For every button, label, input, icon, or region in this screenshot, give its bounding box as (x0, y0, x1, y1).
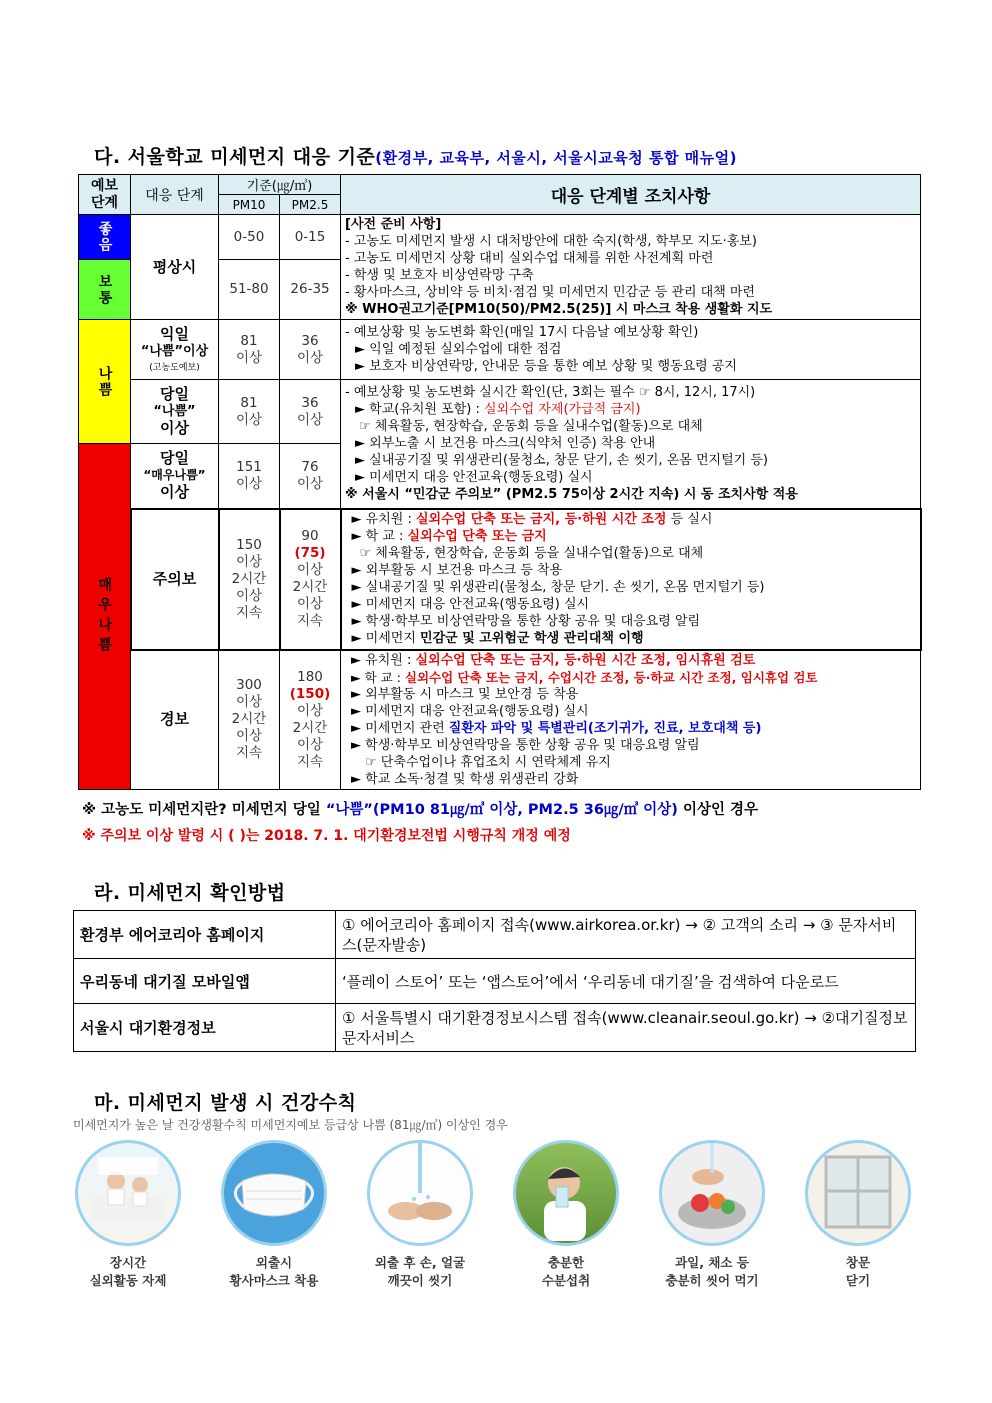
sameday-bad-pm10: 81 이상 (219, 380, 280, 444)
sameday-verybad-pm25: 76 이상 (280, 444, 341, 509)
actions-nextday: - 예보상황 및 농도변화 확인(매일 17시 다음날 예보상황 확인) ► 익일 예정된 실외수업에 대한 점검 ► 보호자 비상연락망, 안내문 등을 통한 예보 상황 및 행동요령 공지 (341, 320, 921, 380)
section-da-subtitle: (환경부, 교육부, 서울시, 서울시교육청 통합 매뉴얼) (375, 149, 737, 167)
normal-pm25: 26-35 (280, 260, 341, 320)
level-good: 좋음 (79, 215, 131, 260)
sameday-bad-pm25: 36 이상 (280, 380, 341, 444)
tip-item: 외출 후 손, 얼굴 깨끗이 씻기 (360, 1140, 480, 1290)
family-indoor-icon (75, 1140, 181, 1246)
check-method-desc: ① 서울특별시 대기환경정보시스템 접속(www.cleanair.seoul.go.kr) → ②대기질정보 문자서비스 (336, 1004, 916, 1052)
nextday-pm10: 81 이상 (219, 320, 280, 380)
warning-pm25: 180 (150) 이상 2시간 이상 지속 (280, 650, 341, 790)
actions-advisory: ► 유치원 : 실외수업 단축 또는 금지, 등·하원 시간 조정 등 실시 ► 학 교 : 실외수업 단축 또는 금지 ☞ 체육활동, 현장학습, 운동회 등을 실내수업(활동)으로 대체 ► 외부활동 시 보건용 마스크 등 착용 ► 실내공기질 및 위생관리(물청소, 창문 닫기. 손 씻기, 온몸 먼지털기 등) ► 미세먼지 대응 안전교육(행동요령) 실시 ► 학생·학부모 비상연락망을 통한 상황 공유 및 대응요령 알림 ► 미세먼지 민감군 및 고위험군 학생 관리대책 이행 (341, 509, 921, 650)
handwash-icon (367, 1140, 473, 1246)
stage-sameday-bad: 당일 “나쁨” 이상 (131, 380, 219, 444)
check-row (74, 1004, 916, 1052)
section-da-title-text: 다. 서울학교 미세먼지 대응 기준 (94, 146, 376, 168)
check-method-name: 서울시 대기환경정보 (74, 1004, 336, 1052)
tip-item: 장시간 실외활동 자제 (68, 1140, 188, 1290)
tip-item: 창문 닫기 (798, 1140, 918, 1290)
level-normal: 보통 (79, 260, 131, 320)
stage-advisory: 주의보 (131, 509, 219, 650)
washing-fruit-icon (659, 1140, 765, 1246)
stage-warning: 경보 (131, 650, 219, 790)
section-ma-title: 마. 미세먼지 발생 시 건강수칙 (94, 1092, 357, 1114)
actions-sameday: - 예보상황 및 농도변화 실시간 확인(단, 3회는 필수 ☞ 8시, 12시, 17시) ► 학교(유치원 포함) : 실외수업 자제(가급적 금지) ☞ 체육활동, 현장학습, 운동회 등을 실내수업(활동)으로 대체 ► 외부노출 시 보건용 마스크(식약처 인증) 착용 안내 ► 실내공기질 및 위생관리(물청소, 창문 닫기, 손 씻기, 온몸 먼지털기 등) ► 미세먼지 대응 안전교육(행동요령) 실시 ※ 서울시 “민감군 주의보” (PM2.5 75이상 2시간 지속) 시 동 조치사항 적용 (341, 380, 921, 509)
warning-pm10: 300 이상 2시간 이상 지속 (219, 650, 280, 790)
header-actions: 대응 단계별 조치사항 (341, 175, 921, 215)
header-response: 대응 단계 (131, 175, 219, 215)
header-forecast: 예보 단계 (79, 175, 131, 215)
check-method-desc: ① 에어코리아 홈페이지 접속(www.airkorea.or.kr) → ② 고객의 소리 → ③ 문자서비스(문자발송) (336, 911, 916, 959)
drinking-water-icon (513, 1140, 619, 1246)
header-pm10: PM10 (219, 195, 280, 215)
section-da-title (94, 142, 737, 169)
section-ma-subtitle: 미세먼지가 높은 날 건강생활수칙 미세먼지예보 등급상 나쁨 (81㎍/㎥) 이상인 경우 (73, 1118, 508, 1132)
check-row (74, 959, 916, 1004)
note-advisory-parentheses: ※ 주의보 이상 발령 시 ( )는 2018. 7. 1. 대기환경보전법 시행규칙 개정 예정 (82, 828, 571, 844)
advisory-pm10: 150 이상 2시간 이상 지속 (219, 509, 280, 650)
level-bad: 나쁨 (79, 320, 131, 444)
good-pm25: 0-15 (280, 215, 341, 260)
actions-warning: ► 유치원 : 실외수업 단축 또는 금지, 등·하원 시간 조정, 임시휴원 검토 ► 학 교 : 실외수업 단축 또는 금지, 수업시간 조정, 등·하교 시간 조정, 임시휴업 검토 ► 외부활동 시 마스크 및 보안경 등 착용 ► 미세먼지 대응 안전교육(행동요령) 실시 ► 미세먼지 관련 질환자 파악 및 특별관리(조기귀가, 진료, 보호대책 등) ► 학생·학부모 비상연락망을 통한 상황 공유 및 대응요령 알림 ☞ 단축수업이나 휴업조치 시 연락체계 유지 ► 학교 소독·청결 및 학생 위생관리 강화 (341, 650, 921, 790)
normal-pm10: 51-80 (219, 260, 280, 320)
header-pm25: PM2.5 (280, 195, 341, 215)
good-pm10: 0-50 (219, 215, 280, 260)
note-high-concentration: ※ 고농도 미세먼지란? 미세먼지 당일 “나쁨”(PM10 81㎍/㎥ 이상, PM2.5 36㎍/㎥ 이상) 이상인 경우 (82, 802, 759, 818)
response-standards-table (78, 174, 922, 790)
stage-normal-time: 평상시 (131, 215, 219, 320)
tip-item: 충분한 수분섭취 (506, 1140, 626, 1290)
check-method-name: 우리동네 대기질 모바일앱 (74, 959, 336, 1004)
level-very-bad: 매우나쁨 (79, 444, 131, 790)
tip-item: 외출시 황사마스크 착용 (214, 1140, 334, 1290)
check-method-name: 환경부 에어코리아 홈페이지 (74, 911, 336, 959)
tip-item: 과일, 채소 등 충분히 씻어 먹기 (652, 1140, 772, 1290)
header-standard: 기준(㎍/㎥) (219, 175, 341, 195)
nextday-pm25: 36 이상 (280, 320, 341, 380)
section-ra-title: 라. 미세먼지 확인방법 (94, 882, 286, 904)
stage-nextday: 익일 “나쁨”이상 (고농도예보) (131, 320, 219, 380)
actions-normal-time: [사전 준비 사항] - 고농도 미세먼지 발생 시 대처방안에 대한 숙지(학생, 학부모 지도·홍보) - 고농도 미세먼지 상황 대비 실외수업 대체를 위한 사전계획 마련 - 학생 및 보호자 비상연락망 구축 - 황사마스크, 상비약 등 비치·점검 및 미세먼지 민감군 등 관리 대책 마련 ※ WHO권고기준[PM10(50)/PM2.5(25)] 시 마스크 착용 생활화 지도 (341, 215, 921, 320)
sameday-verybad-pm10: 151 이상 (219, 444, 280, 509)
stage-sameday-verybad: 당일 “매우나쁨” 이상 (131, 444, 219, 509)
advisory-pm25: 90 (75) 이상 2시간 이상 지속 (280, 509, 341, 650)
window-icon (805, 1140, 911, 1246)
check-method-desc: ‘플레이 스토어’ 또는 ‘앱스토어’에서 ‘우리동네 대기질’을 검색하여 다운로드 (336, 959, 916, 1004)
mask-icon (221, 1140, 327, 1246)
check-methods-table (73, 910, 916, 1052)
check-row (74, 911, 916, 959)
